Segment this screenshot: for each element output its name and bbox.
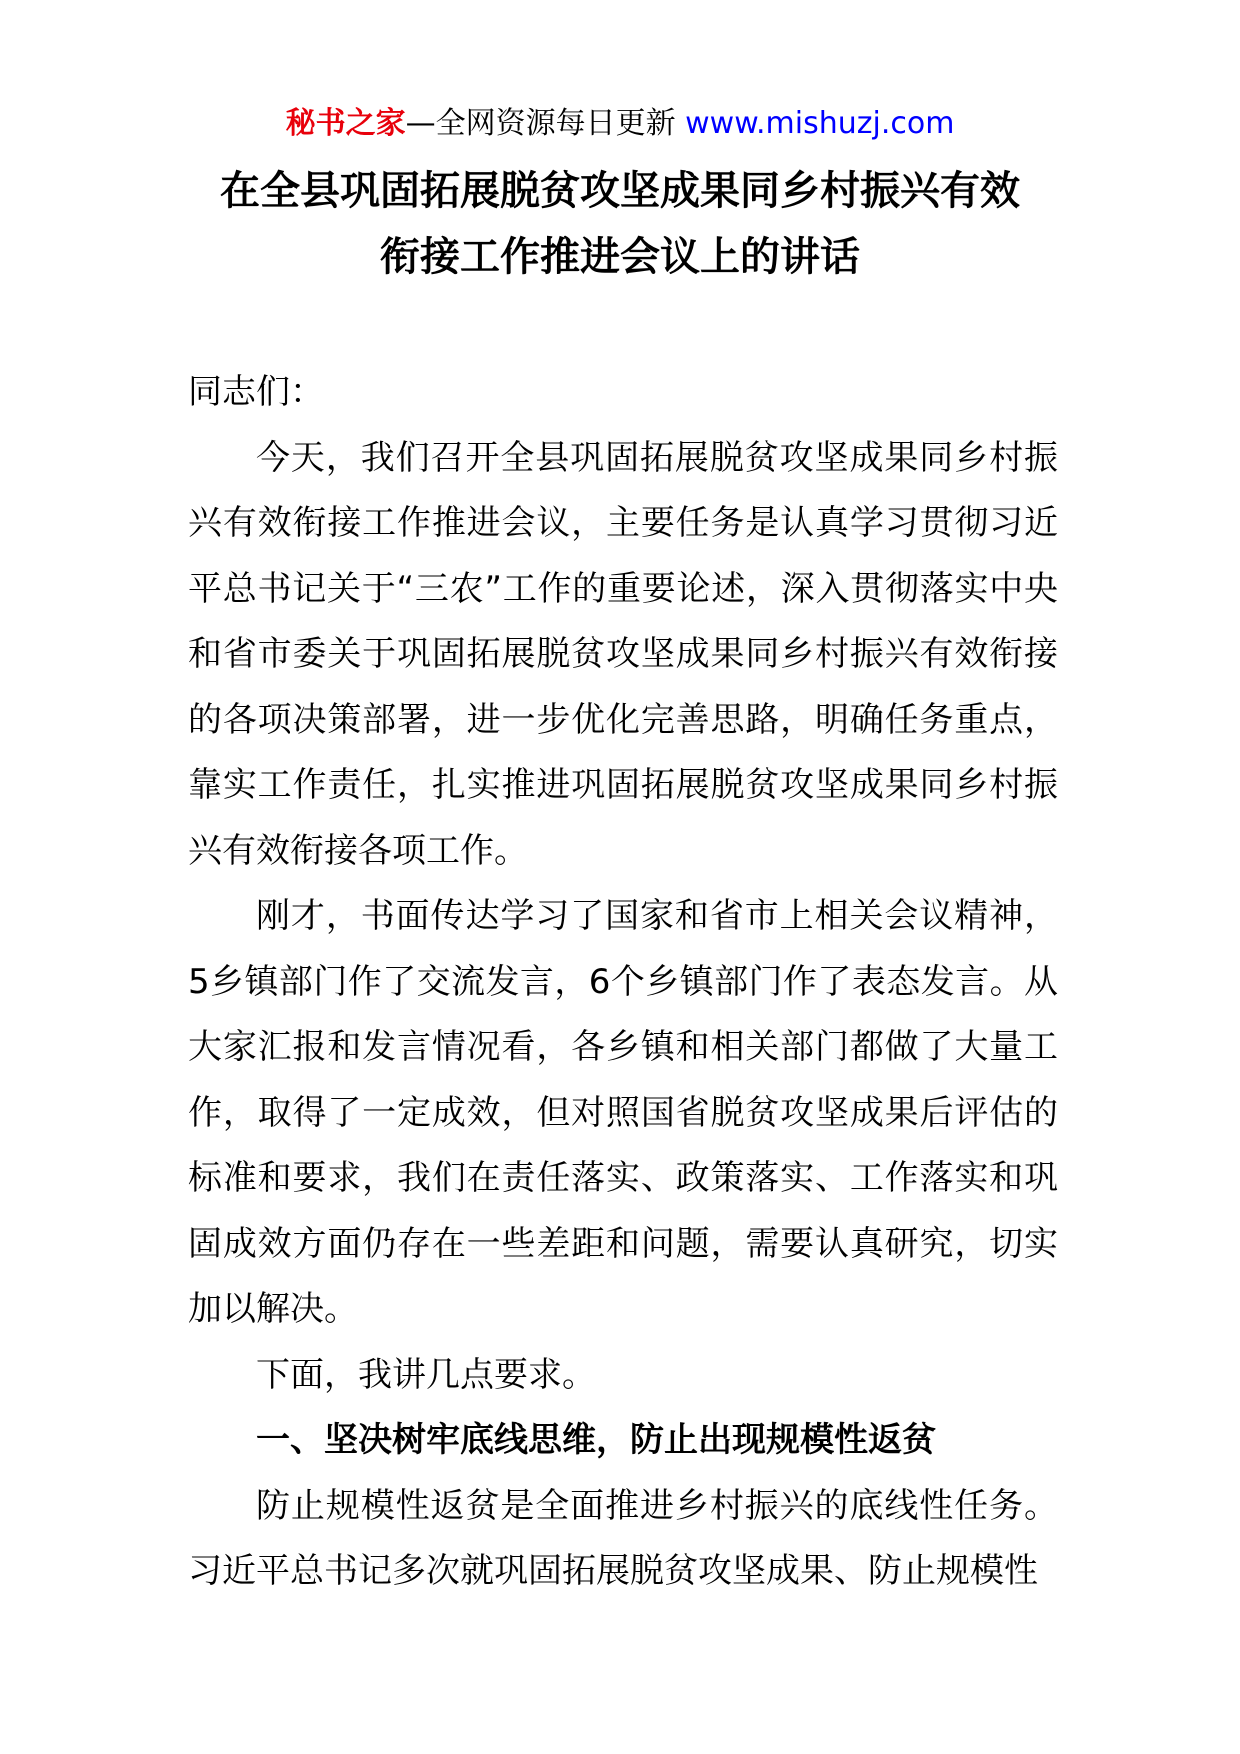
paragraph-2: 刚才，书面传达学习了国家和省市上相关会议精神，5乡镇部门作了交流发言，6个乡镇部门作了表态发言。从大家汇报和发言情况看，各乡镇和相关部门都做了大量工作，取得了一定成效，但对照国省脱贫攻坚成果后评估的标准和要求，我们在责任落实、政策落实、工作落实和巩固成效方面仍存在一些差距和问题，需要认真研究，切实加以解决。: [188, 896, 1058, 1329]
paragraph-1: 今天，我们召开全县巩固拓展脱贫攻坚成果同乡村振兴有效衔接工作推进会议，主要任务是认真学习贯彻习近平总书记关于“三农”工作的重要论述，深入贯彻落实中央和省市委关于巩固拓展脱贫攻坚成果同乡村振兴有效衔接的各项决策部署，进一步优化完善思路，明确任务重点，靠实工作责任，扎实推进巩固拓展脱贫攻坚成果同乡村振兴有效衔接各项工作。: [188, 437, 1058, 871]
site-tagline: —全网资源每日更新: [405, 106, 676, 141]
title-line-2: 衔接工作推进会议上的讲话: [380, 234, 860, 280]
site-header: [0, 100, 1240, 148]
site-url-link[interactable]: www.mishuzj.com: [685, 106, 955, 141]
salutation: 同志们：: [188, 372, 324, 412]
section-heading: 一、坚决树牢底线思维，防止出现规模性返贫: [256, 1420, 936, 1460]
paragraph-3: 下面，我讲几点要求。: [256, 1354, 596, 1395]
title-line-1: 在全县巩固拓展脱贫攻坚成果同乡村振兴有效: [220, 168, 1020, 214]
document-body: [188, 360, 1058, 1605]
brand-name: 秘书之家: [285, 106, 406, 141]
section-paragraph: 防止规模性返贫是全面推进乡村振兴的底线性任务。习近平总书记多次就巩固拓展脱贫攻坚成果、防止规模性: [188, 1485, 1058, 1591]
document-title: [0, 158, 1240, 290]
